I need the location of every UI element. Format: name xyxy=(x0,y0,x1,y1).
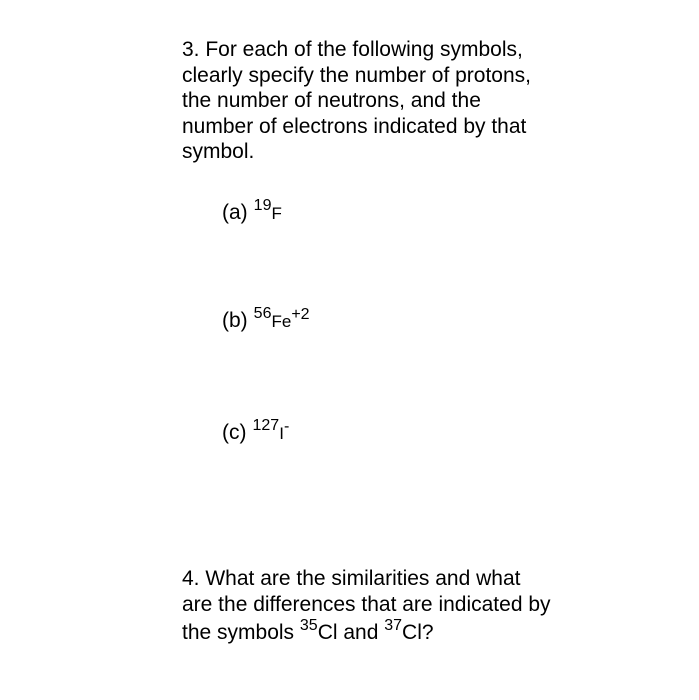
isotope-line-prefix: the symbols xyxy=(182,621,300,644)
mass-number: 19 xyxy=(253,197,272,214)
question-3-line: clearly specify the number of protons, xyxy=(182,63,532,87)
question-3-line: symbol. xyxy=(182,140,255,163)
mass-number: 127 xyxy=(252,417,280,434)
question-3-line: number of electrons indicated by that xyxy=(182,114,527,138)
question-4-isotope-line xyxy=(182,618,602,648)
question-4 xyxy=(182,566,602,648)
question-3-line: the number of neutrons, and the xyxy=(182,89,481,112)
ion-charge: - xyxy=(283,418,290,435)
mass-number: 37 xyxy=(384,617,403,634)
question-4-line: are the differences that are indicated by xyxy=(182,592,551,616)
question-3 xyxy=(182,37,602,165)
part-label: (b) xyxy=(222,309,248,332)
part-b-iron-ion xyxy=(222,305,310,335)
ion-charge: +2 xyxy=(291,306,310,323)
part-c-iodide-ion xyxy=(222,417,290,447)
part-a-fluorine xyxy=(222,197,282,227)
isotope-line-suffix: ? xyxy=(421,621,434,644)
question-4-line: 4. What are the similarities and what xyxy=(182,567,521,590)
mass-number: 56 xyxy=(253,305,272,322)
element-symbol: I xyxy=(279,424,284,443)
isotope-line-joiner: and xyxy=(337,621,385,644)
element-symbol: Cl xyxy=(402,621,422,644)
element-symbol: Cl xyxy=(317,621,338,644)
part-label: (c) xyxy=(222,421,247,444)
mass-number: 35 xyxy=(299,617,318,634)
element-symbol: Fe xyxy=(271,312,292,331)
element-symbol: F xyxy=(271,204,282,223)
question-3-line: 3. For each of the following symbols, xyxy=(182,38,523,61)
part-label: (a) xyxy=(222,201,248,224)
